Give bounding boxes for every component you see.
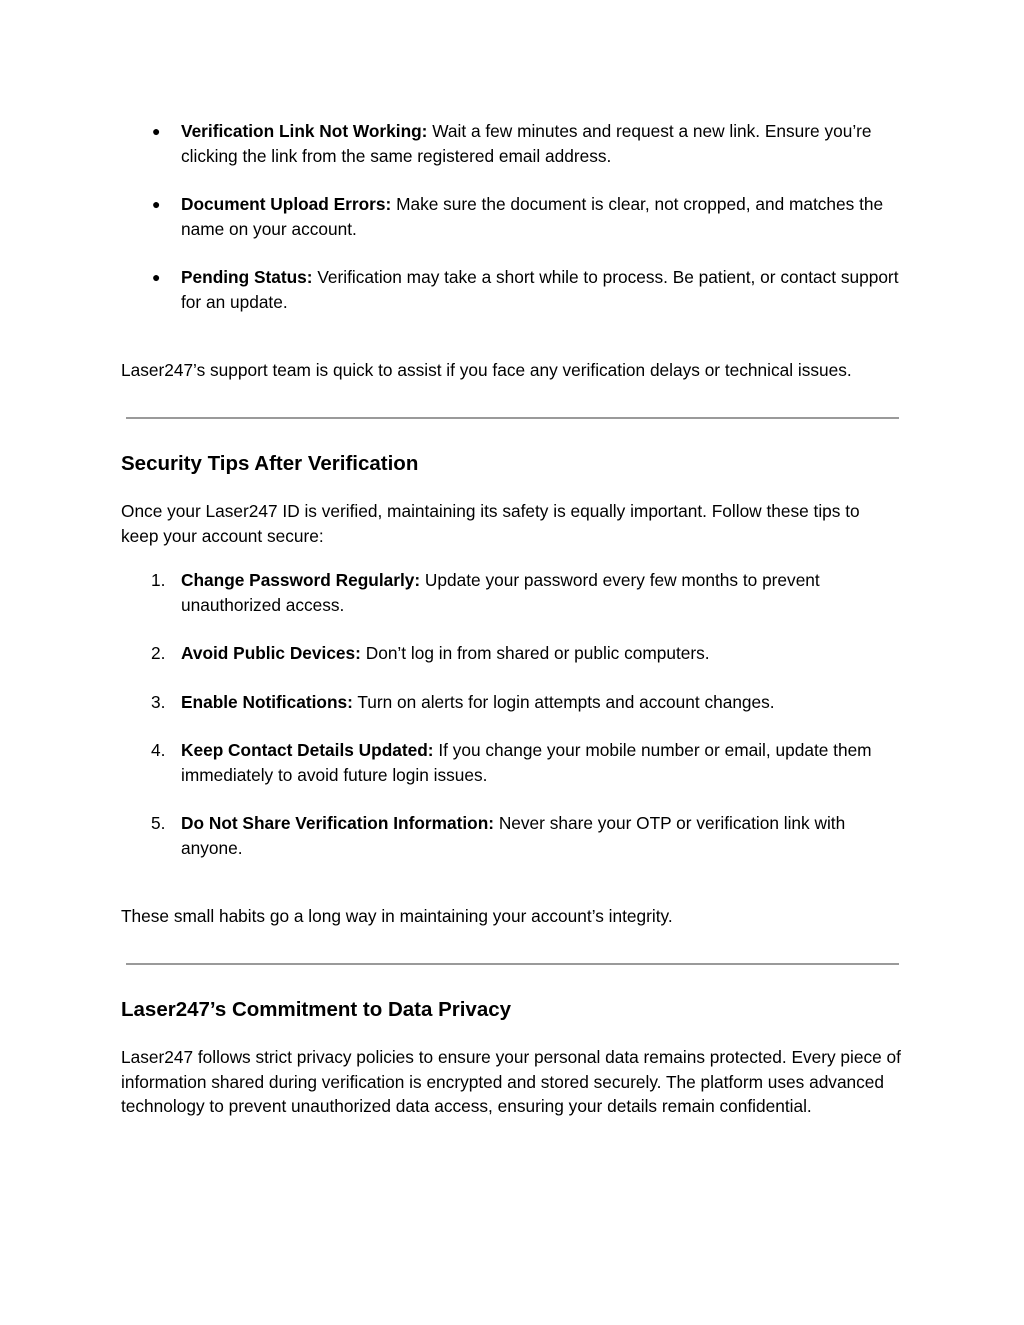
security-tips-list [121, 568, 901, 884]
item-title: Avoid Public Devices: [181, 643, 361, 663]
security-closing: These small habits go a long way in maintaining your account’s integrity. [121, 906, 673, 926]
list-number: 2. [151, 643, 166, 663]
section-divider [126, 963, 899, 965]
section-divider [126, 417, 899, 419]
item-title: Do Not Share Verification Information: [181, 813, 495, 833]
list-number: 4. [151, 740, 166, 760]
item-text: Make sure the document is clear, not cropped, and matches the name on your account. [181, 194, 884, 239]
list-item [121, 641, 901, 666]
list-item [121, 192, 901, 241]
support-paragraph: Laser247’s support team is quick to assist if you face any verification delays or technical issues. [121, 360, 852, 380]
item-title: Keep Contact Details Updated: [181, 740, 434, 760]
list-item [121, 690, 901, 715]
security-intro: Once your Laser247 ID is verified, maintaining its safety is equally important. Follow these tips to keep your account secure: [121, 501, 860, 546]
list-item [121, 738, 901, 787]
item-text: Wait a few minutes and request a new link. Ensure you’re clicking the link from the same registered email address. [181, 121, 872, 166]
troubleshooting-list [121, 119, 901, 338]
item-title: Document Upload Errors: [181, 194, 392, 214]
item-text: If you change your mobile number or email, update them immediately to avoid future login issues. [181, 740, 872, 785]
bullet-icon: ● [152, 196, 161, 212]
list-number: 5. [151, 813, 166, 833]
item-text: Never share your OTP or verification link with anyone. [181, 813, 846, 858]
item-title: Pending Status: [181, 267, 313, 287]
list-number: 1. [151, 570, 166, 590]
security-heading: Security Tips After Verification [121, 452, 419, 475]
bullet-icon: ● [152, 269, 161, 285]
bullet-icon: ● [152, 123, 161, 139]
item-title: Enable Notifications: [181, 691, 353, 712]
list-number: 3. [151, 691, 166, 712]
list-item [121, 811, 901, 860]
item-text: Turn on alerts for login attempts and account changes. [352, 691, 775, 712]
item-title: Change Password Regularly: [181, 570, 421, 590]
privacy-heading: Laser247’s Commitment to Data Privacy [121, 998, 512, 1021]
list-item [121, 265, 901, 314]
item-text: Don’t log in from shared or public computers. [360, 643, 710, 663]
privacy-paragraph: Laser247 follows strict privacy policies to ensure your personal data remains protected. Every piece of information shared during verification is encrypted and stored securely. The platform uses advanced technology to prevent unauthorized data access, ensuring your details remain confidential. [121, 1047, 901, 1116]
item-title: Verification Link Not Working: [181, 121, 428, 141]
item-text: Update your password every few months to prevent unauthorized access. [181, 570, 820, 615]
list-item [121, 119, 901, 168]
list-item [121, 568, 901, 617]
item-text: Verification may take a short while to process. Be patient, or contact support for an update. [181, 267, 899, 312]
